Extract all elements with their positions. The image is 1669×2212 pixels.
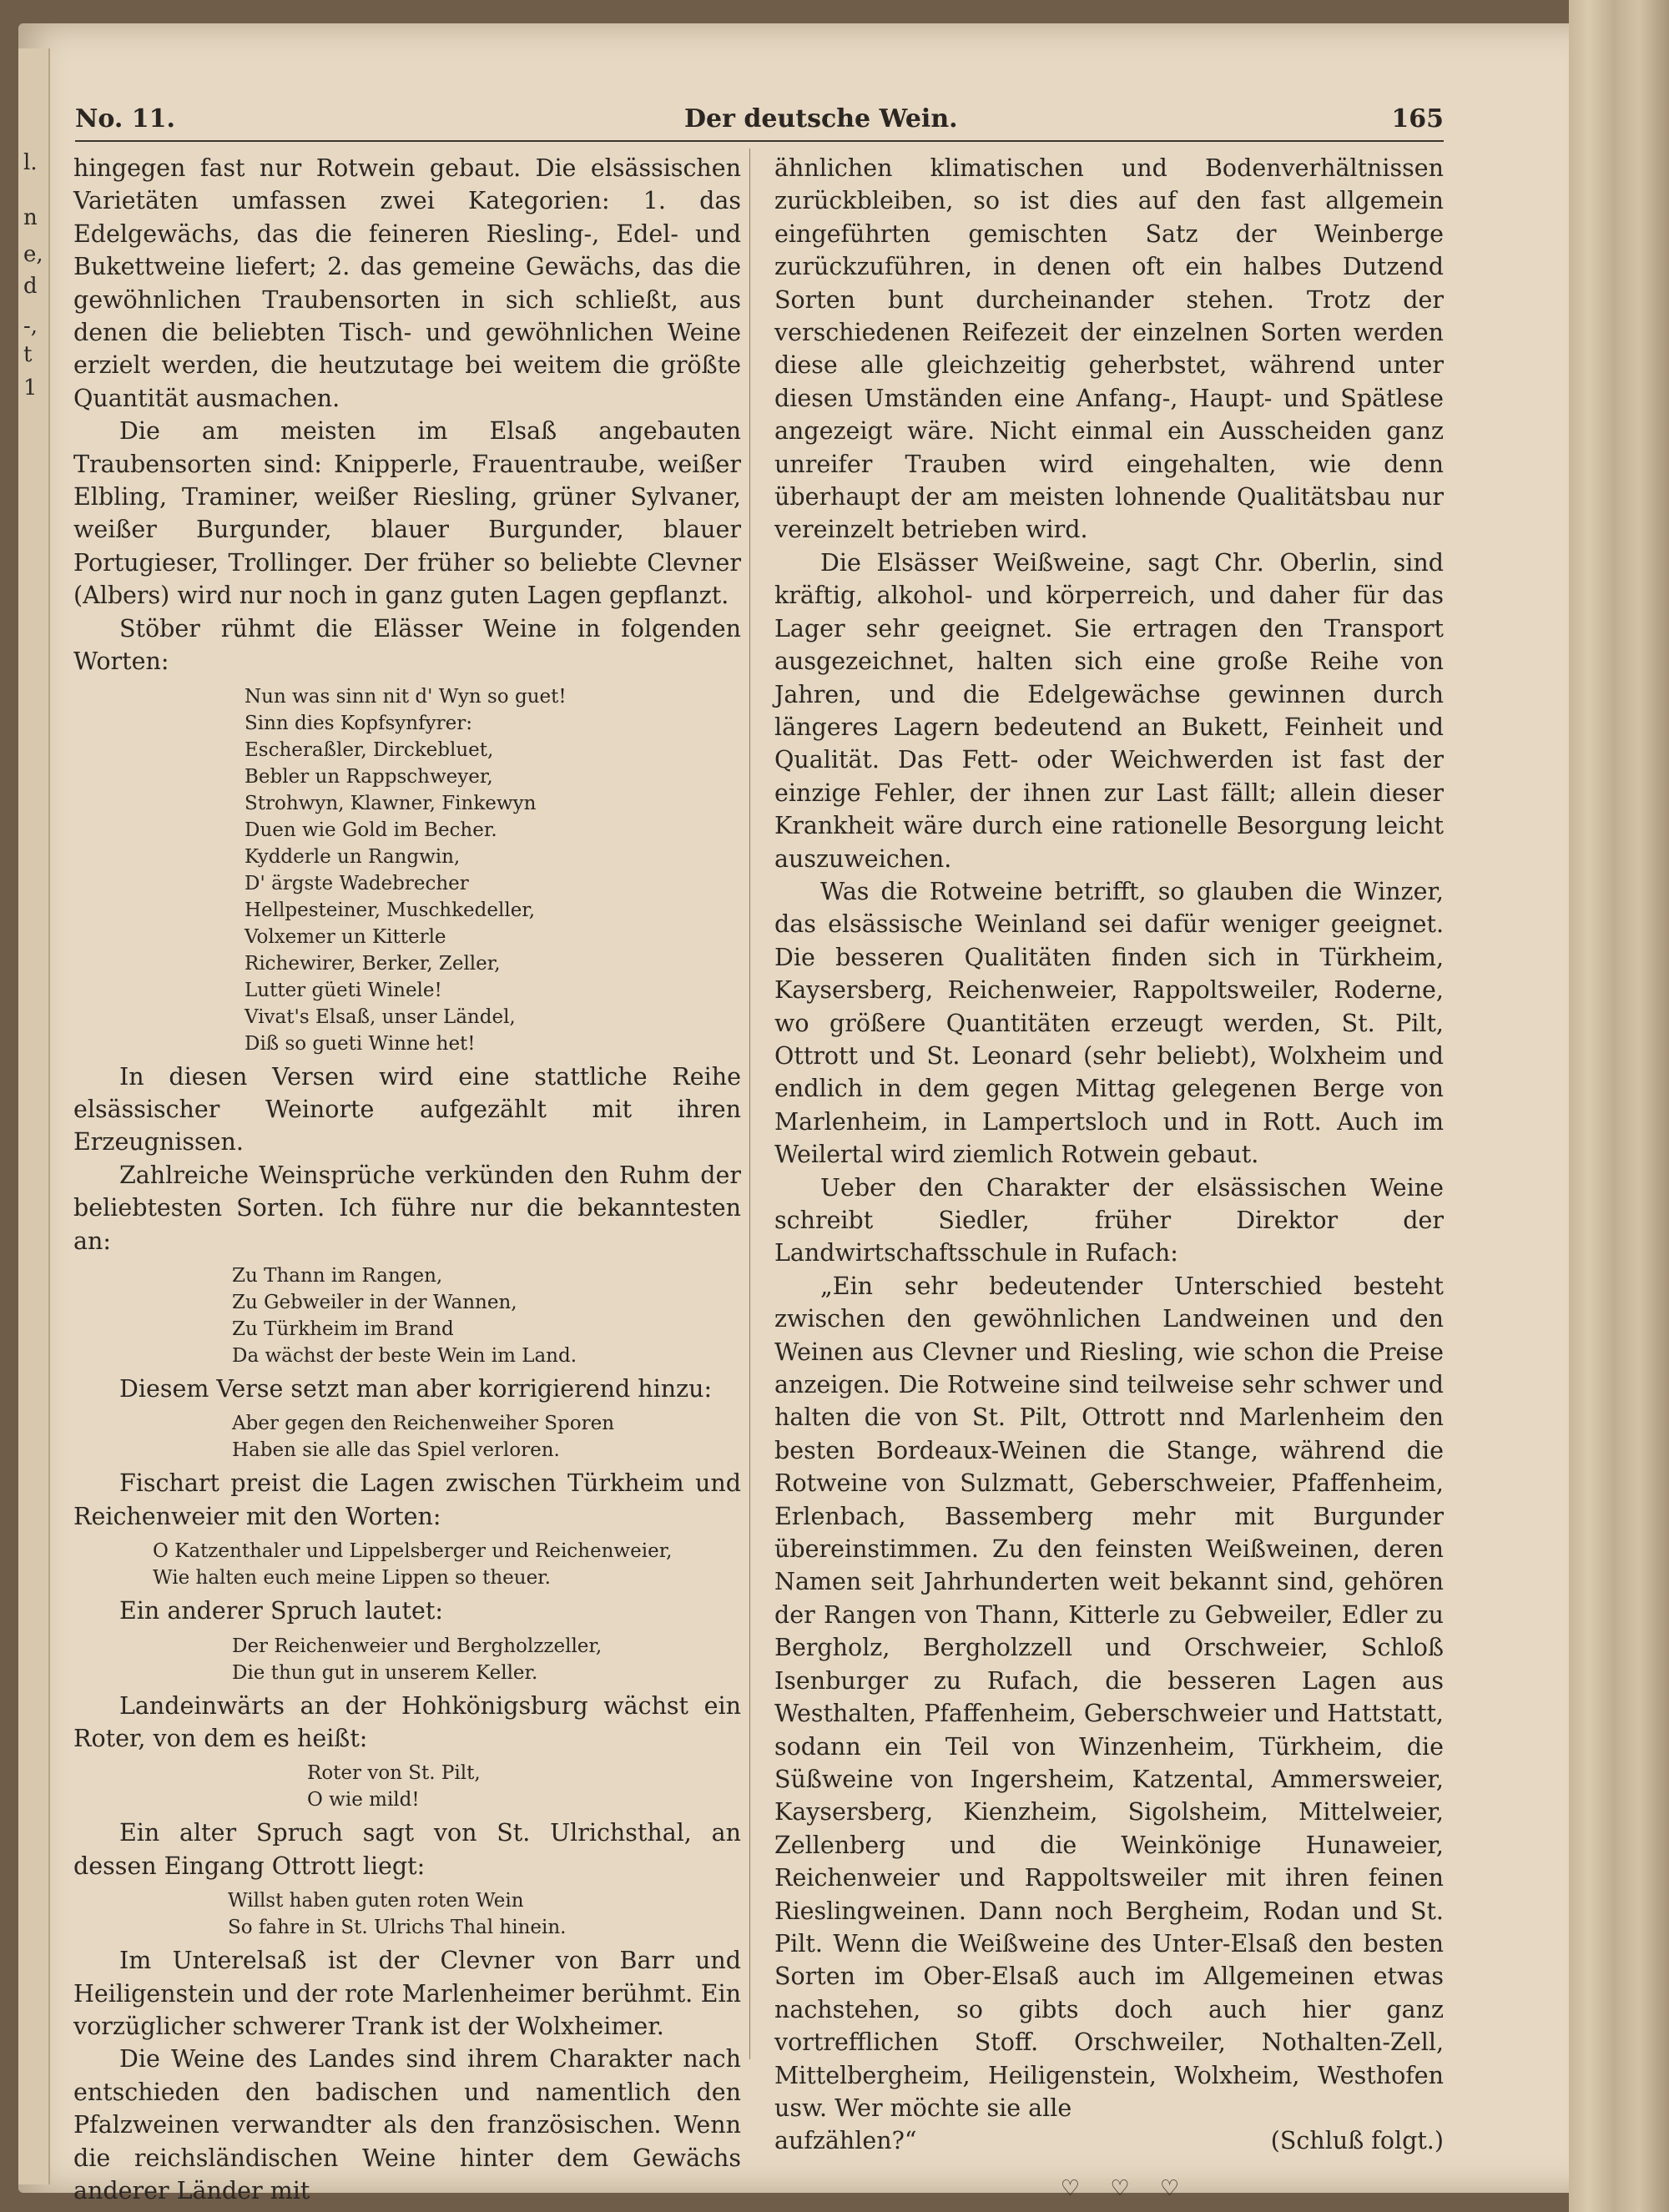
verse-line: Hellpesteiner, Muschkedeller, (245, 899, 536, 921)
verse-line: Zu Thann im Rangen, (232, 1264, 443, 1287)
verse-block (73, 1760, 741, 1813)
verse-block (73, 1887, 741, 1941)
verse-line: O Katzenthaler und Lippelsberger und Reichenweier, (153, 1540, 673, 1563)
verse-line: Kydderle un Rangwin, (245, 845, 461, 868)
heart-ornament-icon: ♡ ♡ ♡ (1060, 2175, 1192, 2201)
verse-block (73, 1633, 741, 1686)
page-number: 165 (1391, 104, 1444, 134)
verse-line: Willst haben guten roten Wein (228, 1890, 524, 1912)
verse-line: Da wächst der beste Wein im Land. (232, 1344, 577, 1367)
paragraph: In diesen Versen wird eine stattliche Reihe elsässischer Weinorte aufgezählt mit ihren Erzeugnissen. (73, 1062, 741, 1156)
margin-mark: 1 (23, 375, 38, 401)
paragraph: Im Unterelsaß ist der Clevner von Barr und Heiligenstein und der rote Marlenheimer berühmt. Ein vorzüglicher schwerer Trank ist der Wolxheimer. (73, 1947, 741, 2040)
paragraph: Stöber rühmt die Elässer Weine in folgenden Worten: (73, 614, 741, 676)
right-column (774, 152, 1444, 2205)
continued-note: (Schluß folgt.) (1270, 2127, 1444, 2155)
verse-line: Bebler un Rappschweyer, (245, 765, 493, 788)
issue-number: No. 11. (75, 104, 175, 134)
paragraph: Ein alter Spruch sagt von St. Ulrichsthal, an dessen Eingang Ottrott liegt: (73, 1819, 741, 1880)
verse-line: Duen wie Gold im Becher. (245, 819, 497, 841)
margin-mark: d (23, 274, 38, 299)
quotation-end: aufzählen?“ (774, 2127, 917, 2155)
paragraph: ähnlichen klimatischen und Bodenverhältnissen zurückbleiben, so ist dies auf den fast allgemein eingeführten gemischten Satz der Weinberge zurückzuführen, in denen oft ein halbes Dutzend Sorten bunt durcheinander stehen. Trotz der verschiedenen Reifezeit der einzelnen Sorten werden diese alle gleichzeitig geherbstet, während unter diesen Umständen eine Anfang-, Haupt- und Spätlese angezeigt wäre. Nicht einmal ein Ausscheiden ganz unreifer Trauben wird eingehalten, wie denn überhaupt der am meisten lohnende Qualitätsbau nur vereinzelt betrieben wird. (774, 154, 1444, 544)
verse-line: Sinn dies Kopfsynfyrer: (245, 712, 472, 734)
verse-line: Escheraßler, Dirckebluet, (245, 738, 494, 761)
paragraph: Landeinwärts an der Hohkönigsburg wächst ein Roter, von dem es heißt: (73, 1691, 741, 1752)
margin-mark: l. (23, 150, 38, 175)
paragraph: Ein anderer Spruch lautet: (119, 1597, 443, 1625)
verse-line: O wie mild! (307, 1789, 420, 1811)
verse-line: Nun was sinn nit d' Wyn so guet! (245, 685, 567, 708)
quotation-paragraph: „Ein sehr bedeutender Unterschied besteht zwischen den gewöhnlichen Landweinen und den Weinen aus Clevner und Riesling, wie schon die Preise anzeigen. Die Rotweine sind teilweise sehr schwer und halten die von St. Pilt, Ottrott nnd Marlenheim den besten Bordeaux-Weinen die Stange, während die Rotweine von Sulzmatt, Geberschweier, Pfaffenheim, Erlenbach, Bassemberg mehr mit Burgunder übereinstimmen. Zu den feinsten Weißweinen, deren Namen seit Jahrhunderten weit bekannt sind, gehören der Rangen von Thann, Kitterle zu Gebweiler, Edler zu Bergholz, Bergholzzell und Orschweier, Schloß Isenburger zu Rufach, die besseren Lagen aus Westhalten, Pfaffenheim, Geberschweier und Hattstatt, sodann ein Teil von Winzenheim, Türkheim, die Süßweine von Ingersheim, Katzental, Ammersweier, Kaysersberg, Kienzheim, Sigolsheim, Mittelweier, Zellenberg und die Weinkönige Hunaweier, Reichenweier und Rappoltsweiler mit ihren feinen Rieslingweinen. Dann noch Bergheim, Rodan und St. Pilt. Wenn die Weißweine des Unter-Elsaß den besten Sorten im Ober-Elsaß auch im Allgemeinen etwas nachstehen, so gibts doch auch hier ganz vortrefflichen Stoff. Orschweiler, Nothalten-Zell, Mittelbergheim, Heiligenstein, Wolxheim, Westhofen usw. Wer möchte sie alle (774, 1272, 1444, 2122)
verse-block (73, 1538, 741, 1591)
verse-line: Die thun gut in unserem Keller. (232, 1661, 538, 1684)
verse-line: D' ärgste Wadebrecher (245, 872, 469, 894)
closing-line (774, 2124, 1444, 2157)
adjacent-page-edge (18, 48, 50, 2184)
left-column (73, 152, 741, 2207)
paragraph: Die am meisten im Elsaß angebauten Traubensorten sind: Knipperle, Frauentraube, weißer Elbling, Traminer, weißer Riesling, grüner Sylvaner, weißer Burgunder, blauer Burgunder, blauer Portugieser, Trollinger. Der früher so beliebte Clevner (Albers) wird nur noch in ganz guten Lagen gepflanzt. (73, 417, 741, 610)
publication-title: Der deutsche Wein. (684, 104, 958, 134)
verse-line: Haben sie alle das Spiel verloren. (232, 1439, 560, 1462)
header-rule (75, 140, 1444, 142)
verse-line: Zu Türkheim im Brand (232, 1318, 454, 1340)
margin-mark: t (23, 342, 33, 367)
margin-mark: -, (23, 314, 38, 339)
verse-line: Diß so gueti Winne het! (245, 1032, 476, 1055)
column-separator (749, 149, 750, 2059)
book-page-edges (1569, 0, 1669, 2212)
verse-line: Roter von St. Pilt, (307, 1762, 481, 1785)
verse-block (73, 683, 741, 1057)
paragraph: Diesem Verse setzt man aber korrigierend hinzu: (119, 1374, 713, 1403)
verse-line: Zu Gebweiler in der Wannen, (232, 1291, 517, 1313)
paragraph: Was die Rotweine betrifft, so glauben die Winzer, das elsässische Weinland sei dafür weniger geeignet. Die besseren Qualitäten finden sich in Türkheim, Kaysersberg, Reichenweier, Rappoltsweiler, Roderne, wo größere Quantitäten erzeugt werden, St. Pilt, Ottrott und St. Leonard (sehr beliebt), Wolxheim und endlich in dem gegen Mittag gelegenen Berge von Marlenheim, in Lampertsloch und in Rott. Auch im Weilertal wird ziemlich Rotwein gebaut. (774, 877, 1444, 1169)
margin-mark: n (23, 205, 38, 230)
verse-line: Vivat's Elsaß, unser Ländel, (245, 1005, 516, 1028)
verse-line: Richewirer, Berker, Zeller, (245, 952, 501, 975)
verse-line: Der Reichenweier und Bergholzzeller, (232, 1635, 603, 1657)
paragraph: Fischart preist die Lagen zwischen Türkheim und Reichenweier mit den Worten: (73, 1469, 741, 1530)
verse-line: So fahre in St. Ulrichs Thal hinein. (228, 1917, 567, 1939)
paragraph: Ueber den Charakter der elsässischen Weine schreibt Siedler, früher Direktor der Landwirtschaftsschule in Rufach: (774, 1173, 1444, 1267)
verse-line: Lutter güeti Winele! (245, 979, 442, 1001)
paragraph: Zahlreiche Weinsprüche verkünden den Ruhm der beliebtesten Sorten. Ich führe nur die bekanntesten an: (73, 1161, 741, 1255)
verse-line: Volxemer un Kitterle (245, 925, 446, 948)
margin-mark: e, (23, 242, 43, 267)
verse-line: Strohwyn, Klawner, Finkewyn (245, 792, 537, 814)
verse-line: Wie halten euch meine Lippen so theuer. (153, 1567, 551, 1590)
paragraph: Die Elsässer Weißweine, sagt Chr. Oberlin, sind kräftig, alkohol- und körperreich, und daher für das Lager sehr geeignet. Sie ertragen den Transport ausgezeichnet, halten sich eine große Reihe von Jahren, und die Edelgewächse gewinnen durch längeres Lagern bedeutend an Bukett, Feinheit und Qualität. Das Fett- oder Weichwerden ist fast der einzige Fehler, der ihnen zur Last fällt; allein dieser Krankheit wäre durch eine rationelle Besorgung leicht auszuweichen. (774, 548, 1444, 873)
paragraph: Die Weine des Landes sind ihrem Charakter nach entschieden den badischen und namentlich den Pfalzweinen verwandter als den französischen. Wenn die reichsländischen Weine hinter dem Gewächs anderer Länder mit (73, 2045, 741, 2205)
paragraph: hingegen fast nur Rotwein gebaut. Die elsässischen Varietäten umfassen zwei Kategorien: 1. das Edelgewächs, das die feineren Riesling-, Edel- und Bukettweine liefert; 2. das gemeine Gewächs, das die gewöhnlichen Traubensorten in sich schließt, aus denen die beliebten Tisch- und gewöhnlichen Weine erzielt werden, die heutzutage bei weitem die größte Quantität ausmachen. (73, 154, 741, 412)
verse-block (73, 1262, 741, 1369)
verse-block (73, 1410, 741, 1464)
verse-line: Aber gegen den Reichenweiher Sporen (232, 1413, 615, 1435)
